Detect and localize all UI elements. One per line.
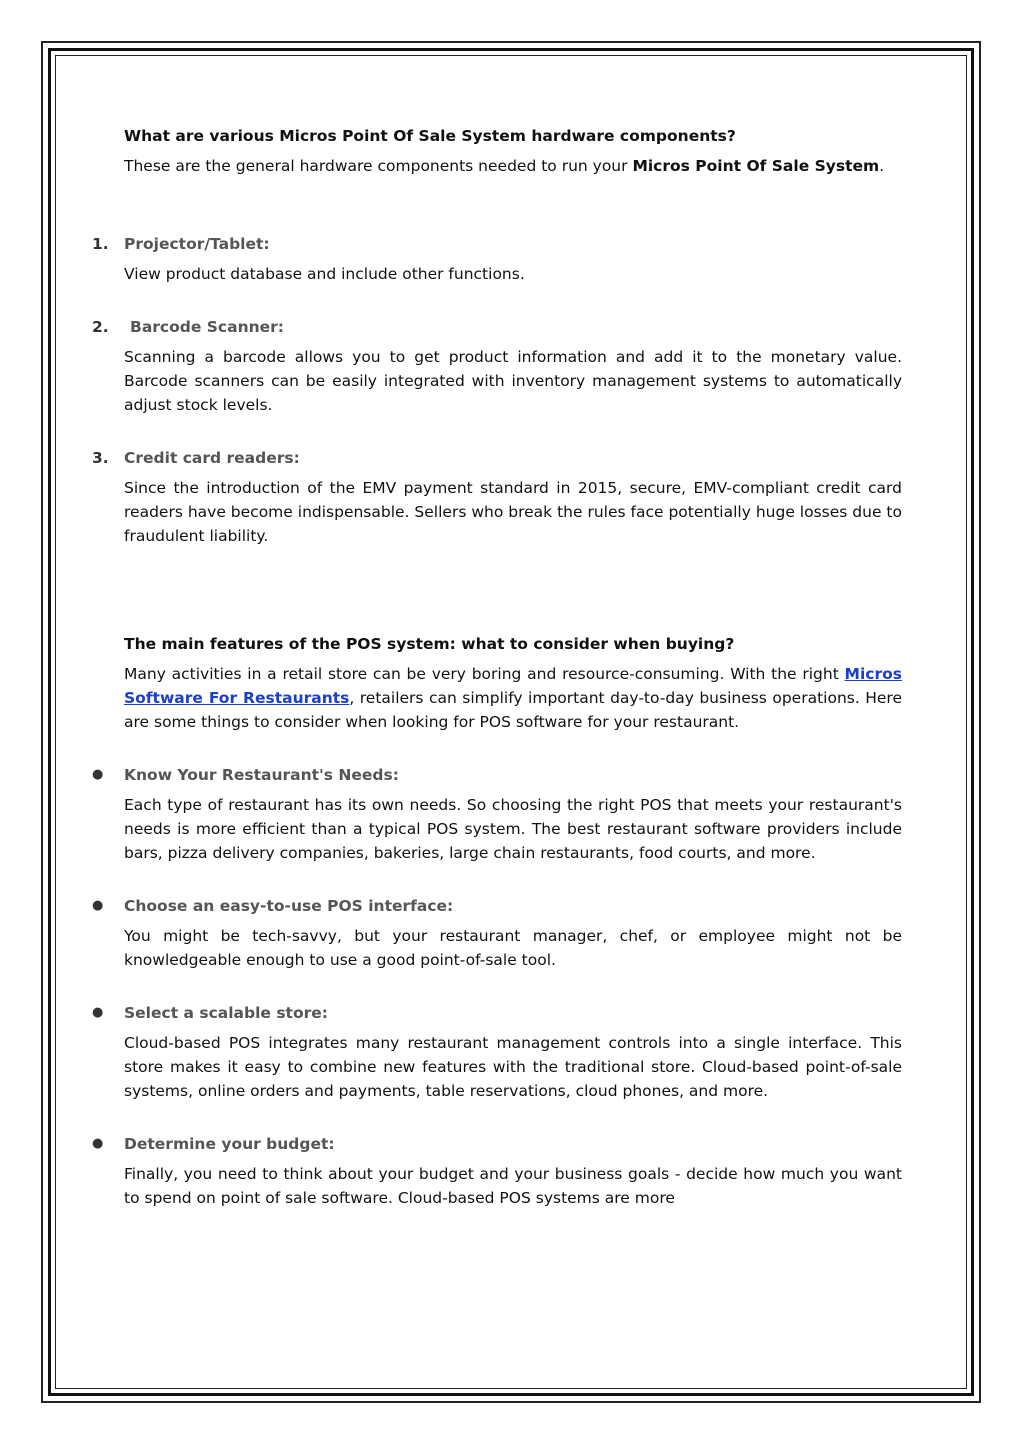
feature-item-title-text: Determine your budget: xyxy=(124,1135,335,1153)
hardware-item-title-text: Credit card readers: xyxy=(124,449,300,467)
hardware-item-title xyxy=(92,315,902,339)
features-intro-end: , retailers can simplify important day-to-day business operations. Here are some things to consider when looking for POS software for your restaurant. xyxy=(124,689,902,731)
document-body xyxy=(92,124,902,1210)
bullet-icon: ● xyxy=(92,1136,104,1151)
feature-item-title xyxy=(92,763,902,787)
hardware-item-title xyxy=(92,232,902,256)
feature-item-title xyxy=(92,894,902,918)
hardware-item-description: View product database and include other functions. xyxy=(124,265,525,283)
feature-item-description: Finally, you need to think about your budget and your business goals - decide how much you want to spend on point of sale software. Cloud-based POS systems are more xyxy=(124,1165,902,1207)
hardware-list-item xyxy=(92,232,902,286)
feature-list-item xyxy=(92,1132,902,1210)
hardware-intro-bold: Micros Point Of Sale System xyxy=(632,157,880,175)
feature-list-item xyxy=(92,1001,902,1103)
list-number: 2. xyxy=(92,318,109,336)
bullet-icon: ● xyxy=(92,1005,104,1020)
features-intro-text: Many activities in a retail store can be very boring and resource-consuming. With the right xyxy=(124,665,845,683)
micros-software-link[interactable]: Micros Software For Restaurants xyxy=(124,665,902,707)
bullet-icon: ● xyxy=(92,898,104,913)
feature-list-item xyxy=(92,894,902,972)
hardware-intro-end: . xyxy=(879,157,885,175)
hardware-list-item xyxy=(92,446,902,548)
feature-item-description: Each type of restaurant has its own needs. So choosing the right POS that meets your restaurant's needs is more efficient than a typical POS system. The best restaurant software providers include bars, pizza delivery companies, bakeries, large chain restaurants, food courts, and more. xyxy=(124,796,902,862)
hardware-item-description: Since the introduction of the EMV payment standard in 2015, secure, EMV-compliant credit card readers have become indispensable. Sellers who break the rules face potentially huge losses due to fraudulent liability. xyxy=(124,479,902,545)
hardware-item-description: Scanning a barcode allows you to get product information and add it to the monetary value. Barcode scanners can be easily integrated with inventory management systems to automatically adjust stock levels. xyxy=(124,348,902,414)
feature-item-description: You might be tech-savvy, but your restaurant manager, chef, or employee might not be knowledgeable enough to use a good point-of-sale tool. xyxy=(124,927,902,969)
hardware-item-title-text: Barcode Scanner: xyxy=(130,318,284,336)
feature-list-item xyxy=(92,763,902,865)
hardware-intro-paragraph xyxy=(124,154,902,178)
pos-features-intro xyxy=(124,662,902,734)
feature-item-title-text: Choose an easy-to-use POS interface: xyxy=(124,897,454,915)
feature-item-description: Cloud-based POS integrates many restaurant management controls into a single interface. This store makes it easy to combine new features with the traditional store. Cloud-based point-of-sale systems, online orders and payments, table reservations, cloud phones, and more. xyxy=(124,1034,902,1100)
feature-item-title xyxy=(92,1001,902,1025)
list-number: 1. xyxy=(92,235,109,253)
feature-item-title-text: Select a scalable store: xyxy=(124,1004,328,1022)
hardware-intro-text: These are the general hardware components needed to run your xyxy=(124,157,633,175)
hardware-list-item xyxy=(92,315,902,417)
feature-item-title-text: Know Your Restaurant's Needs: xyxy=(124,766,399,784)
hardware-item-title-text: Projector/Tablet: xyxy=(124,235,270,253)
bullet-icon: ● xyxy=(92,767,104,782)
pos-features-heading: The main features of the POS system: what to consider when buying? xyxy=(124,635,735,653)
hardware-components-heading: What are various Micros Point Of Sale System hardware components? xyxy=(124,127,736,145)
hardware-item-title xyxy=(92,446,902,470)
feature-item-title xyxy=(92,1132,902,1156)
list-number: 3. xyxy=(92,449,109,467)
